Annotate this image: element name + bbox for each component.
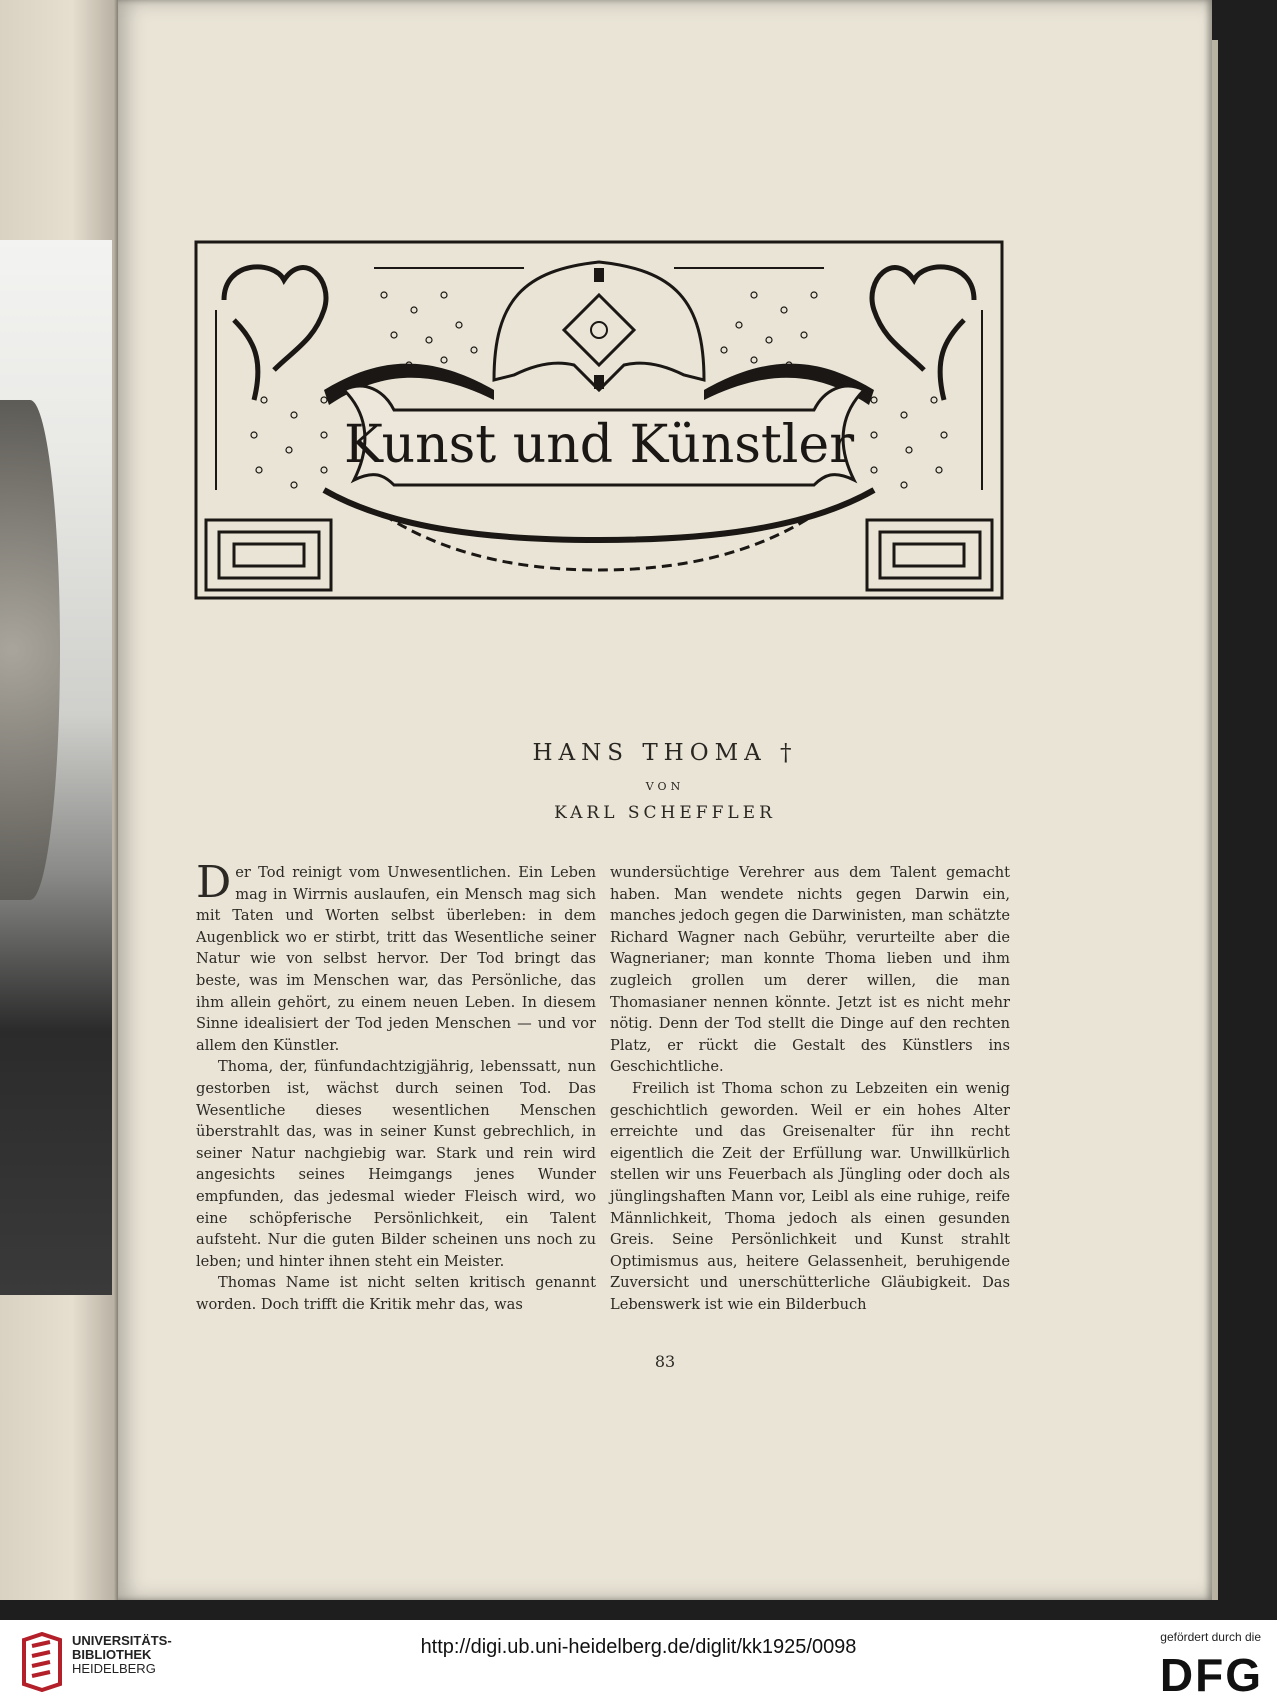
page-edge [1212,40,1218,1600]
paragraph: Freilich ist Thoma schon zu Lebzeiten ein wenig geschichtlich geworden. Weil er ein hohes Alter erreichte und das Greisenalter für ihn recht eigentlich die Zeit der Erfüllung war. Unwillkürlich stellen wir uns Feuerbach als Jüngling oder doch als jünglingshaften Mann vor, Leibl als eine ruhige, reife Männlichkeit, Thoma jedoch als einen gesunden Greis. Seine Persönlichkeit und Kunst strahlt Optimismus aus, heitere Gelassenheit, beruhigende Zuversicht und unerschütterliche Gläubigkeit. Das Lebenswerk ist wie ein Bilderbuch [610,1079,1010,1313]
article-author: KARL SCHEFFLER [554,803,776,823]
facing-page [0,0,120,1600]
paragraph: wundersüchtige Verehrer aus dem Talent gemacht haben. Man wendete nichts gegen Darwin ein, manches jedoch gegen die Darwinisten, man schätzte Richard Wagner nach Gebühr, verurteilte aber die Wagnerianer; man konnte Thoma lieben und ihm zugleich grollen um derer willen, die man Thomasianer nennen könnte. Jetzt ist es nicht mehr nötig. Denn der Tod stellt die Dinge auf den rechten Platz, er rückt die Gestalt des Künstlers ins Geschichtliche. [610,864,1010,1076]
text-column-left [196,857,596,1315]
paragraph [196,857,596,1056]
dfg-logo: DFG [1159,1649,1263,1701]
paragraph-text: er Tod reinigt vom Unwesentlichen. Ein Leben mag in Wirrnis auslaufen, ein Mensch mag sich mit Taten und Worten selbst überleben: in dem Augenblick wo er stirbt, tritt das Wesentliche seiner Natur wie von selbst hervor. Der Tod bringt das beste, was im Menschen war, das Persönliche, das ihm allein gehört, zu einem neuen Leben. In diesem Sinne idealisiert der Tod jeden Menschen — und vor allem den Künstler. [196,864,596,1054]
byline-von: VON [645,780,685,793]
article-title: HANS THOMA † [532,740,798,766]
footer-bar [0,1620,1277,1708]
source-url-link[interactable]: http://digi.ub.uni-heidelberg.de/diglit/kk1925/0098 [420,1636,857,1658]
paragraph: Thomas Name ist nicht selten kritisch genannt worden. Doch trifft die Kritik mehr das, was [196,1274,596,1313]
book-page [118,0,1212,1600]
banner-title: Kunst und Künstler [343,415,855,475]
facing-page-photo [0,240,112,1295]
library-name-line: UNIVERSITÄTS- [72,1633,172,1648]
drop-cap: D [196,857,232,908]
library-name-line: HEIDELBERG [72,1661,156,1676]
funding-label: gefördert durch die [1160,1630,1261,1644]
text-column-right [610,862,1010,1315]
library-name-line: BIBLIOTHEK [72,1647,152,1662]
page-number: 83 [654,1352,676,1371]
kunst-und-kuenstler-banner [194,240,1004,600]
paragraph: Thoma, der, fünfundachtzigjährig, lebenssatt, nun gestorben ist, wächst durch seinen Tod. Das Wesentliche dieses wesentlichen Menschen überstrahlt das, was in seiner Kunst gebrechlich, in seiner Natur nachgiebig war. Stark und rein wird angesichts seines Heimgangs jenes Wunder empfunden, das jedesmal wieder Fleisch wird, wo eine schöpferische Persönlichkeit, ein Talent aufsteht. Nur die guten Bilder scheinen uns noch zu leben; und hinter ihnen steht ein Meister. [196,1058,596,1270]
